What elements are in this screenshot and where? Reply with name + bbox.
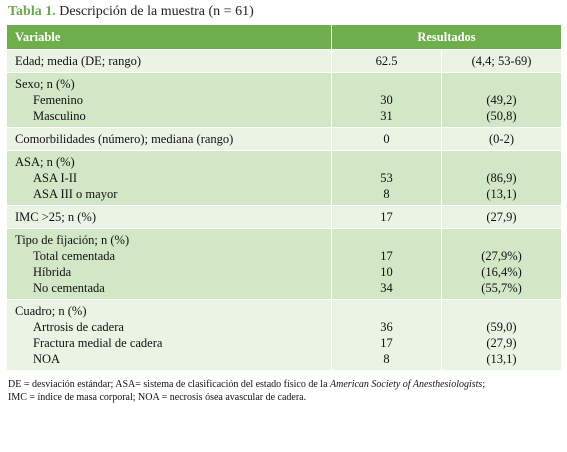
table-row bbox=[7, 73, 562, 128]
value-text: 0 bbox=[383, 132, 390, 146]
percent-text: (0-2) bbox=[489, 132, 514, 146]
value-cell bbox=[332, 151, 442, 206]
variable-cell bbox=[7, 151, 332, 206]
sub-percent-text: (59,0) bbox=[486, 320, 517, 334]
sub-percent-text: (27,9%) bbox=[481, 249, 522, 263]
table-header-row bbox=[7, 25, 562, 50]
sub-variable-label: Artrosis de cadera bbox=[33, 320, 124, 334]
sub-variable-label: NOA bbox=[33, 352, 61, 366]
sub-variable-label: Masculino bbox=[33, 109, 86, 123]
table-row bbox=[7, 151, 562, 206]
footnote-text-1: DE = desviación estándar; ASA= sistema de clasificación del estado físico de la bbox=[8, 379, 331, 390]
percent-cell bbox=[442, 206, 562, 229]
table-row bbox=[7, 128, 562, 151]
percent-cell bbox=[442, 128, 562, 151]
sample-description-table bbox=[6, 24, 562, 371]
value-cell bbox=[332, 206, 442, 229]
sub-value-text: 53 bbox=[380, 171, 393, 185]
sub-value-text: 36 bbox=[380, 320, 393, 334]
variable-label: Tipo de fijación; n (%) bbox=[15, 233, 130, 247]
footnote-text-2: ; bbox=[482, 379, 486, 390]
value-text: 62.5 bbox=[375, 54, 398, 68]
header-variable: Variable bbox=[7, 25, 332, 50]
variable-cell bbox=[7, 300, 332, 371]
sub-variable-label: Total cementada bbox=[33, 249, 116, 263]
table-row bbox=[7, 229, 562, 300]
value-text: 17 bbox=[380, 210, 393, 224]
sub-percent-text: (49,2) bbox=[486, 93, 517, 107]
sub-percent-text: (16,4%) bbox=[481, 265, 522, 279]
value-cell bbox=[332, 73, 442, 128]
percent-cell bbox=[442, 50, 562, 73]
value-cell bbox=[332, 300, 442, 371]
table-row bbox=[7, 50, 562, 73]
sub-variable-label: No cementada bbox=[33, 281, 105, 295]
variable-cell bbox=[7, 229, 332, 300]
variable-label: Sexo; n (%) bbox=[15, 77, 75, 91]
footnote-italic: American Society of Anesthesiologists bbox=[330, 379, 483, 390]
variable-label: Comorbilidades (número); mediana (rango) bbox=[15, 132, 234, 146]
sub-percent-text: (55,7%) bbox=[481, 281, 522, 295]
table-label: Tabla 1. bbox=[8, 4, 56, 19]
variable-label: Edad; media (DE; rango) bbox=[15, 54, 141, 68]
percent-cell bbox=[442, 151, 562, 206]
sub-value-text: 30 bbox=[380, 93, 393, 107]
sub-variable-label: Híbrida bbox=[33, 265, 72, 279]
table-title bbox=[6, 0, 561, 24]
table-footnote bbox=[6, 378, 563, 404]
variable-cell bbox=[7, 206, 332, 229]
table-caption: Descripción de la muestra (n = 61) bbox=[59, 4, 254, 19]
percent-text: (27,9) bbox=[486, 210, 517, 224]
sub-variable-label: Fractura medial de cadera bbox=[33, 336, 163, 350]
variable-label: Cuadro; n (%) bbox=[15, 304, 87, 318]
value-cell bbox=[332, 229, 442, 300]
variable-label: ASA; n (%) bbox=[15, 155, 75, 169]
variable-label: IMC >25; n (%) bbox=[15, 210, 96, 224]
sub-percent-text: (50,8) bbox=[486, 109, 517, 123]
variable-cell bbox=[7, 50, 332, 73]
table-row bbox=[7, 206, 562, 229]
sub-value-text: 8 bbox=[383, 352, 390, 366]
table-row bbox=[7, 300, 562, 371]
sub-value-text: 34 bbox=[380, 281, 393, 295]
value-cell bbox=[332, 128, 442, 151]
footnote-line-2: IMC = índice de masa corporal; NOA = necrosis ósea avascular de cadera. bbox=[8, 392, 307, 403]
sub-value-text: 17 bbox=[380, 336, 393, 350]
percent-text: (4,4; 53-69) bbox=[471, 54, 532, 68]
percent-cell bbox=[442, 300, 562, 371]
header-resultados: Resultados bbox=[332, 25, 562, 50]
sub-value-text: 10 bbox=[380, 265, 393, 279]
sub-value-text: 17 bbox=[380, 249, 393, 263]
sub-value-text: 8 bbox=[383, 187, 390, 201]
variable-cell bbox=[7, 73, 332, 128]
sub-percent-text: (86,9) bbox=[486, 171, 517, 185]
sub-variable-label: ASA I-II bbox=[33, 171, 78, 185]
sub-value-text: 31 bbox=[380, 109, 393, 123]
variable-cell bbox=[7, 128, 332, 151]
percent-cell bbox=[442, 229, 562, 300]
sub-percent-text: (13,1) bbox=[486, 352, 517, 366]
sub-variable-label: Femenino bbox=[33, 93, 83, 107]
value-cell bbox=[332, 50, 442, 73]
percent-cell bbox=[442, 73, 562, 128]
sub-variable-label: ASA III o mayor bbox=[33, 187, 118, 201]
sub-percent-text: (27,9) bbox=[486, 336, 517, 350]
sub-percent-text: (13,1) bbox=[486, 187, 517, 201]
